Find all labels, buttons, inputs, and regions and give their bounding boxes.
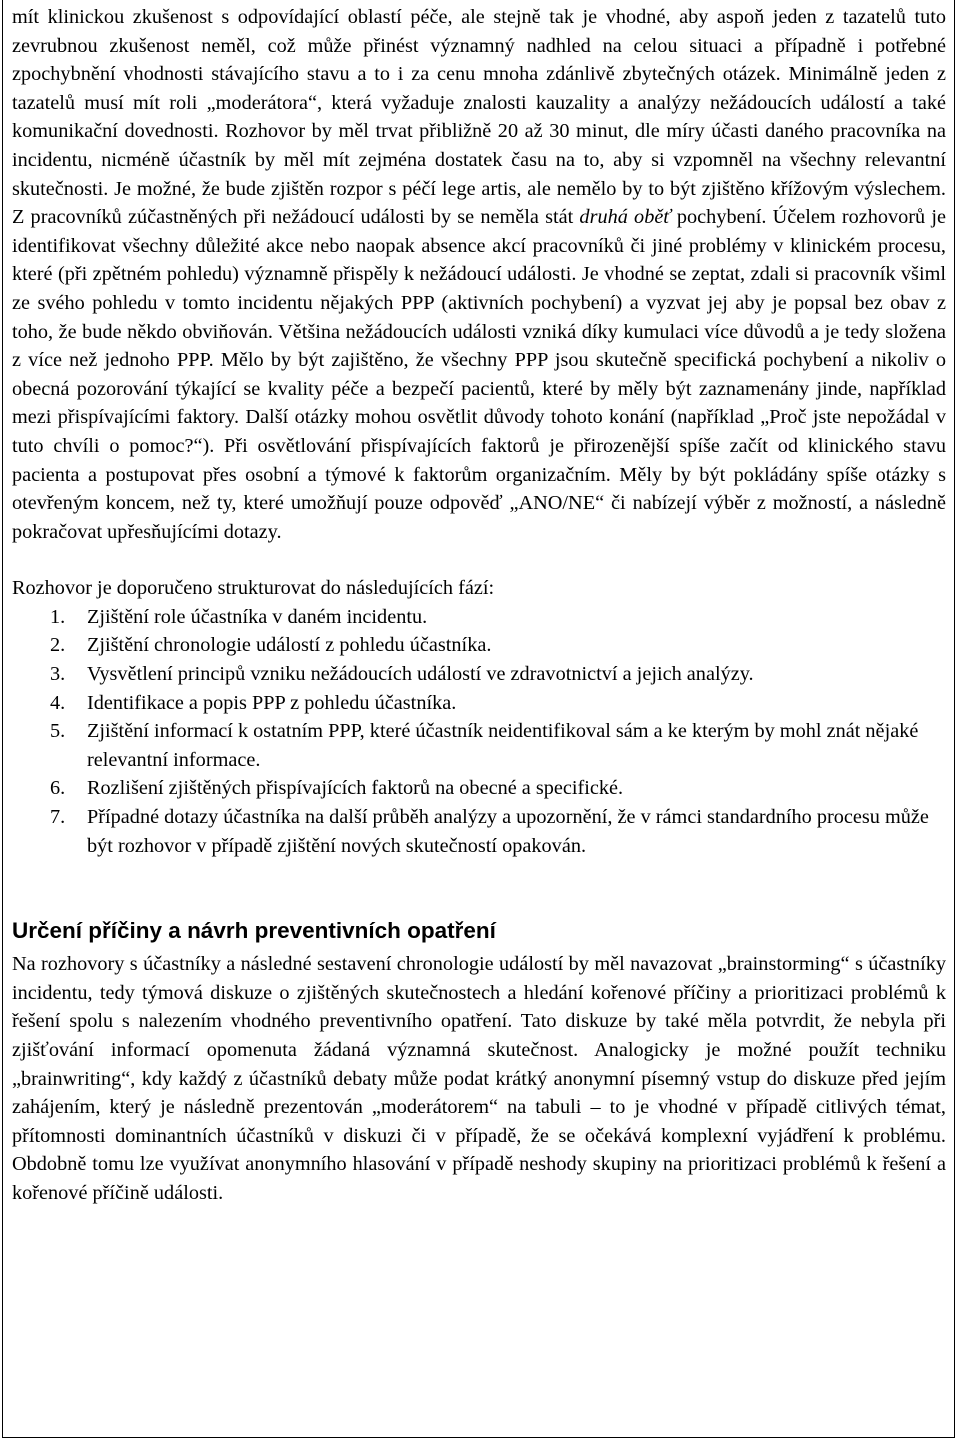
list-item	[12, 603, 946, 632]
list-item	[12, 717, 946, 774]
list-item	[12, 803, 946, 860]
list-item-number: 5.	[50, 720, 66, 743]
interview-text-part1: mít klinickou zkušenost s odpovídající oblastí péče, ale stejně tak je vhodné, aby aspoň jeden z tazatelů tuto zevrubnou zkušenost neměl, což může přinést významný nadhled na celou situaci a případně i potřebné zpochybnění vhodnosti stávajícího stavu a to i za cenu mnoha zdánlivě zbytečných otázek. Minimálně jeden z tazatelů musí mít roli „moderátora“, která vyžaduje znalosti kauzality a analýzy nežádoucích událostí a také komunikační dovednosti. Rozhovor by měl trvat přibližně 20 až 30 minut, dle míry účasti daného pracovníka na incidentu, nicméně účastník by měl mít zejména dostatek času na to, aby si vzpomněl na všechny relevantní skutečnosti. Je možné, že bude zjištěn rozpor s péčí lege artis, ale nemělo by to být zjištěno křížovým výslechem. Z pracovníků zúčastněných při nežádoucí události by se neměla stát	[12, 6, 946, 229]
list-item-text: Zjištění role účastníka v daném incidentu.	[87, 605, 428, 628]
list-item-number: 1.	[50, 605, 66, 628]
list-item-text: Případné dotazy účastníka na další průběh analýzy a upozornění, že v rámci standardního procesu může být rozhovor v případě zjištění nových skutečností opakován.	[87, 806, 929, 857]
list-item-number: 7.	[50, 806, 66, 829]
list-item-number: 2.	[50, 634, 66, 657]
list-item	[12, 774, 946, 803]
list-item-text: Zjištění informací k ostatním PPP, které účastník neidentifikoval sám a ke kterým by mohl znát nějaké relevantní informace.	[87, 720, 919, 771]
list-item	[12, 660, 946, 689]
interview-phases-list	[12, 603, 946, 860]
list-item-number: 6.	[50, 777, 66, 800]
document-body	[12, 3, 946, 1208]
section-spacer	[12, 860, 946, 916]
list-item-text: Identifikace a popis PPP z pohledu účastníka.	[87, 691, 457, 714]
list-item-number: 3.	[50, 663, 66, 686]
interview-paragraph	[12, 3, 946, 546]
paragraph-spacer	[12, 546, 946, 574]
list-intro: Rozhovor je doporučeno strukturovat do následujících fází:	[12, 577, 495, 600]
list-item-text: Rozlišení zjištěných přispívajících faktorů na obecné a specifické.	[87, 777, 624, 800]
list-item-number: 4.	[50, 691, 66, 714]
list-item	[12, 689, 946, 718]
section-heading: Určení příčiny a návrh preventivních opatření	[12, 918, 496, 944]
list-item	[12, 631, 946, 660]
list-item-text: Zjištění chronologie událostí z pohledu účastníka.	[87, 634, 492, 657]
list-item-text: Vysvětlení principů vzniku nežádoucích událostí ve zdravotnictví a jejich analýzy.	[87, 663, 754, 686]
interview-text-part2: pochybení. Účelem rozhovorů je identifikovat všechny důležité akce nebo naopak absence akcí pracovníků či jiné problémy v klinickém procesu, které (při zpětném pohledu) významně přispěly k nežádoucí události. Je vhodné se zeptat, zdali si pracovník všiml ze svého pohledu v tomto incidentu nějakých PPP (aktivních pochybení) a vyzvat jej aby je popsal bez obav z toho, že bude někdo obviňován. Většina nežádoucích události vzniká díky kumulaci více důvodů a je tedy složena z více než jednoho PPP. Mělo by být zajištěno, že všechny PPP jsou skutečně specifická pochybení a nikoliv o obecná pozorování týkající se kvality péče a bezpečí pacientů, které by měly být zaznamenány jinde, například mezi přispívajícími faktory. Další otázky mohou osvětlit důvody tohoto konání (například „Proč jste nepožádal v tuto chvíli o pomoc?“). Při osvětlování přispívajících faktorů je přirozenější spíše začít od klinického stavu pacienta a postupovat přes osobní a týmové k faktorům organizačním. Měly by být pokládány spíše otázky s otevřeným koncem, než ty, které umožňují pouze odpověď „ANO/NE“ či nabízejí výběr z možností, a následně pokračovat upřesňujícími dotazy.	[12, 206, 947, 543]
interview-text-italic: druhá oběť	[579, 206, 671, 229]
brainstorming-paragraph: Na rozhovory s účastníky a následné sestavení chronologie událostí by měl navazovat „brainstorming“ s účastníky incidentu, tedy týmová diskuze o zjištěných skutečnostech a hledání kořenové příčiny a prioritizaci problémů k řešení spolu s nalezením vhodného preventivního opatření. Tato diskuze by také měla potvrdit, že nebyla při zjišťování informací opomenuta žádaná významná skutečnost. Analogicky je možné použít techniku „brainwriting“, kdy každý z účastníků debaty může podat krátký anonymní písemný vstup do diskuze před jejím zahájením, který je následně prezentován „moderátorem“ na tabuli – to je vhodné v případě citlivých témat, přítomnosti dominantních účastníků v diskuzi či v případě, že se očekává komplexní vyjádření k problému. Obdobně tomu lze využívat anonymního hlasování v případě neshody skupiny na prioritizaci problémů k řešení a kořenové příčině události.	[12, 953, 946, 1204]
